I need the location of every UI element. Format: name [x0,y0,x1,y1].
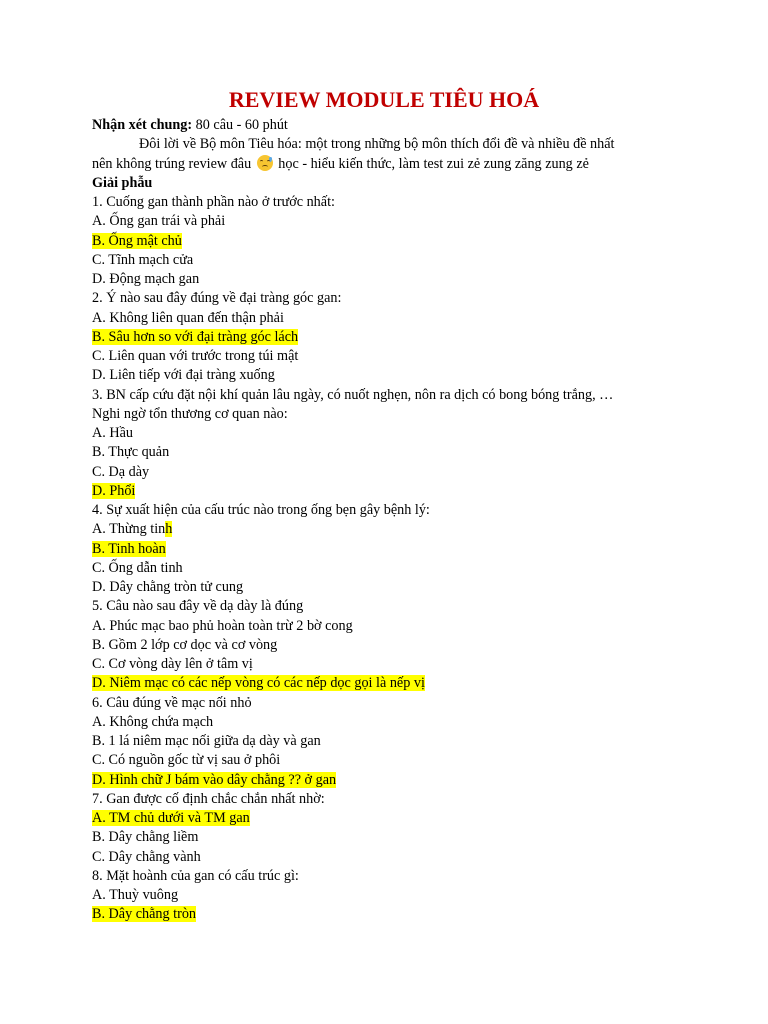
line-text: Nghi ngờ tổn thương cơ quan nào: [92,405,288,422]
answer-option-line [92,674,692,693]
line-text: C. Liên quan với trước trong túi mật [92,348,299,364]
highlighted-answer: B. Ống mật chủ [92,232,182,249]
answer-option-line [92,232,692,251]
line-text: A. Phúc mạc bao phủ hoàn toàn trừ 2 bờ cong [92,617,353,634]
line-text: D. Động mạch gan [92,271,200,287]
answer-option-line [92,809,692,828]
question-line [92,501,692,520]
line-text: 8. Mặt hoành của gan có cấu trúc gì: [92,867,299,884]
document-body [92,116,692,925]
answer-option-line [92,655,692,674]
answer-option-line [92,366,692,385]
answer-option-line [92,309,692,328]
highlighted-answer: D. Niêm mạc có các nếp vòng có các nếp dọc gọi là nếp vị [92,675,425,692]
highlighted-answer: A. TM chủ dưới và TM gan [92,810,250,826]
highlighted-answer: B. Dây chằng tròn [92,906,197,923]
line-text: D. Liên tiếp với đại tràng xuống [92,367,275,384]
intro-text-2a: nên không trúng review đâu [92,155,255,172]
highlighted-answer: B. Tinh hoàn [92,540,166,557]
answer-option-line [92,520,692,539]
answer-option-line [92,732,692,751]
answer-option-line [92,617,692,636]
line-text: B. Dây chằng liềm [92,829,199,846]
line-text: A. Ống gan trái và phải [92,213,226,230]
summary-value: 80 câu - 60 phút [192,117,288,133]
answer-option-line [92,540,692,559]
line-text: B. Thực quản [92,444,170,461]
line-text: 2. Ý nào sau đây đúng về đại tràng góc gan: [92,290,342,307]
line-text: C. Dây chằng vành [92,848,201,865]
question-line [92,597,692,616]
intro-line-2 [92,155,692,174]
highlighted-text: h [165,521,173,538]
line-text: C. Có nguồn gốc từ vị sau ở phôi [92,752,281,769]
line-text: 4. Sự xuất hiện của cấu trúc nào trong ống bẹn gây bệnh lý: [92,502,430,518]
answer-option-line [92,443,692,462]
summary-label: Nhận xét chung: [92,117,193,133]
line-text: B. 1 lá niêm mạc nối giữa dạ dày và gan [92,733,321,749]
question-list [92,193,692,925]
section-heading: Giải phẫu [92,174,153,191]
answer-option-line [92,482,692,501]
answer-option-line [92,251,692,270]
line-text: C. Tĩnh mạch cửa [92,251,194,268]
line-text: C. Ống dẫn tinh [92,559,183,576]
answer-option-line [92,578,692,597]
answer-option-line [92,405,692,424]
answer-option-line [92,212,692,231]
highlighted-answer: B. Sâu hơn so với đại tràng góc lách [92,328,299,345]
line-text: 1. Cuống gan thành phần nào ở trước nhất: [92,194,335,210]
answer-option-line [92,270,692,289]
answer-option-line [92,828,692,847]
intro-text-1: Đôi lời về Bộ môn Tiêu hóa: một trong những bộ môn thích đổi đề và nhiều đề nhất [139,136,615,153]
question-line [92,867,692,886]
document-title: REVIEW MODULE TIÊU HOÁ [228,87,540,112]
line-text: A. Hầu [92,425,133,441]
answer-option-line [92,771,692,790]
line-text: A. Thuỳ vuông [92,887,179,903]
question-line [92,289,692,308]
line-text: C. Dạ dày [92,463,150,480]
line-text: D. Dây chằng tròn tử cung [92,579,244,595]
intro-line-1 [92,135,692,154]
highlighted-answer: D. Hình chữ J bám vào dây chằng ?? ở gan [92,771,337,788]
answer-option-line [92,636,692,655]
answer-option-line [92,463,692,482]
answer-option-line [92,751,692,770]
question-line [92,694,692,713]
line-text: 6. Câu đúng về mạc nối nhỏ [92,694,252,711]
summary-line [92,116,692,135]
intro-text-2b: học - hiểu kiến thức, làm test zui zẻ zung zăng zung zẻ [274,155,589,172]
answer-option-line [92,424,692,443]
highlighted-answer: D. Phổi [92,482,136,499]
line-text: A. Không chứa mạch [92,713,214,730]
answer-option-line [92,328,692,347]
answer-option-line [92,347,692,366]
answer-option-line [92,713,692,732]
line-text: B. Gồm 2 lớp cơ dọc và cơ vòng [92,636,278,653]
question-line [92,386,692,405]
question-line [92,193,692,212]
line-text: 3. BN cấp cứu đặt nội khí quản lâu ngày, có nuốt nghẹn, nôn ra dịch có bong bóng trắng, … [92,386,614,403]
line-text: C. Cơ vòng dày lên ở tâm vị [92,656,253,672]
line-text: A. Thừng tin [92,521,166,538]
answer-option-line [92,905,692,924]
answer-option-line [92,848,692,867]
line-text: A. Không liên quan đến thận phải [92,309,284,326]
question-line [92,790,692,809]
answer-option-line [92,886,692,905]
answer-option-line [92,559,692,578]
sleepy-face-emoji-icon [257,155,273,171]
line-text: 5. Câu nào sau đây về dạ dày là đúng [92,598,304,615]
line-text: 7. Gan được cố định chắc chắn nhất nhờ: [92,790,325,807]
